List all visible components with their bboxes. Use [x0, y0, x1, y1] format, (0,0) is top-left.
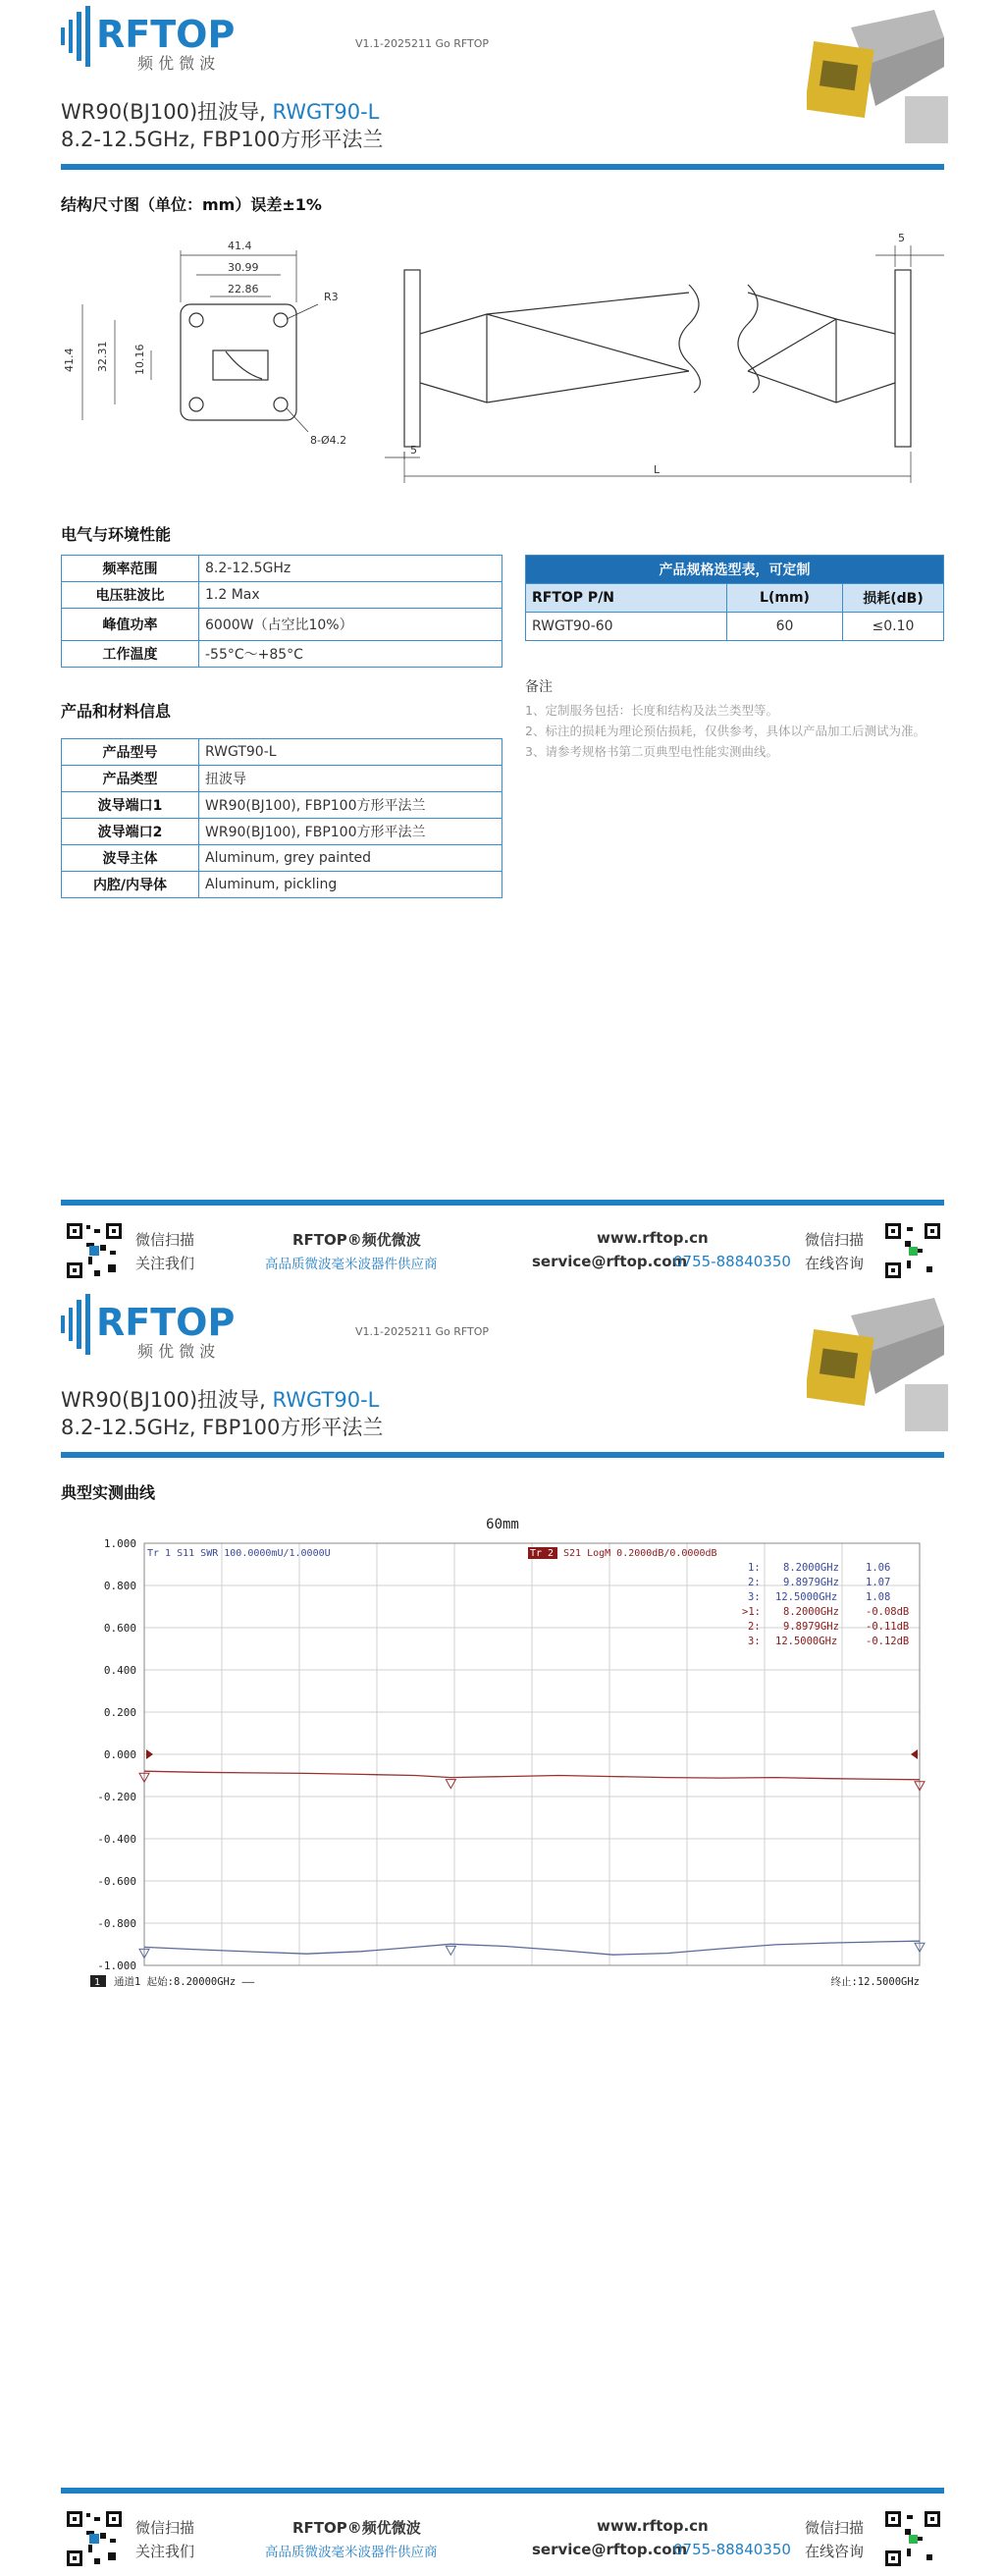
- spec-label: 工作温度: [62, 641, 199, 668]
- footer: [61, 2488, 944, 2576]
- dim-aperture-height: 10.16: [133, 344, 146, 375]
- notes: [525, 677, 947, 762]
- col-length: L(mm): [727, 584, 843, 613]
- qr-code-consult[interactable]: [883, 2509, 942, 2568]
- footer-email[interactable]: service@rftop.com: [532, 1253, 688, 1270]
- header-divider: [61, 164, 944, 170]
- spec-label: 频率范围: [62, 556, 199, 582]
- trace2-badge: Tr 2: [530, 1548, 555, 1559]
- footer-divider: [61, 1200, 944, 1206]
- dim-length: L: [654, 463, 661, 476]
- table-row: [62, 819, 502, 845]
- trace2-label: S21 LogM 0.2000dB/0.0000dB: [563, 1548, 717, 1559]
- sweep-start: 通道1 起始:8.20000GHz ——: [114, 1976, 255, 1988]
- electrical-table: [61, 555, 502, 668]
- table-row: [62, 556, 502, 582]
- table-row: [62, 582, 502, 609]
- footer-wechat-scan: 微信扫描: [135, 2519, 195, 2537]
- reference-arrow: [911, 1749, 918, 1759]
- marker-idx: >1:: [742, 1606, 761, 1618]
- footer-website[interactable]: www.rftop.cn: [597, 1229, 709, 1247]
- footer-slogan: 高品质微波毫米波器件供应商: [265, 2545, 438, 2560]
- y-tick-label: 0.000: [103, 1748, 136, 1761]
- marker-val: 1.08: [866, 1591, 891, 1603]
- table-row: [62, 739, 502, 766]
- trace1-label: Tr 1 S11 SWR 100.0000mU/1.0000U: [147, 1548, 331, 1559]
- info-label: 波导主体: [62, 845, 199, 872]
- qr-code-consult[interactable]: [883, 1221, 942, 1280]
- info-value: Aluminum, grey painted: [199, 845, 502, 872]
- info-label: 内腔/内导体: [62, 872, 199, 898]
- dim-flange-thickness-left: 5: [410, 444, 417, 456]
- marker-val: 1.07: [866, 1577, 891, 1588]
- marker-idx: 3:: [748, 1636, 761, 1647]
- y-tick-label: -1.000: [97, 1959, 136, 1972]
- marker-idx: 2:: [748, 1577, 761, 1588]
- marker-freq: 12.5000GHz: [775, 1591, 838, 1603]
- reference-arrow: [146, 1749, 153, 1759]
- dim-radius: R3: [324, 291, 339, 303]
- table-row: [62, 872, 502, 898]
- y-tick-label: -0.200: [97, 1791, 136, 1803]
- info-label: 波导端口1: [62, 792, 199, 819]
- measured-curve-chart: [61, 1512, 944, 2003]
- footer-wechat-scan-2: 微信扫描: [805, 1231, 865, 1249]
- dim-hole-diameter: 8-Ø4.2: [310, 434, 347, 447]
- info-value: 扭波导: [199, 766, 502, 792]
- footer-consult: 在线咨询: [805, 1255, 865, 1272]
- footer-wechat-scan-2: 微信扫描: [805, 2519, 865, 2537]
- cell-loss: ≤0.10: [843, 613, 944, 641]
- sweep-stop: 终止:12.5000GHz: [830, 1976, 920, 1988]
- material-section-title: 产品和材料信息: [61, 702, 172, 721]
- marker-val: -0.08dB: [866, 1606, 910, 1618]
- dim-hole-spacing: 30.99: [228, 261, 259, 274]
- chart-title: 60mm: [486, 1517, 519, 1532]
- qr-code-follow[interactable]: [65, 1221, 124, 1280]
- note-item: 2、标注的损耗为理论预估损耗，仅供参考，具体以产品加工后测试为准。: [525, 724, 926, 738]
- info-value: RWGT90-L: [199, 739, 502, 766]
- spec-value: -55°C～+85°C: [199, 641, 502, 668]
- marker-idx: 1:: [748, 1562, 761, 1574]
- footer-phone: 0755-88840350: [673, 1253, 791, 1270]
- svg-text:频 优 微 波: 频 优 微 波: [137, 1342, 216, 1361]
- footer-wechat-scan: 微信扫描: [135, 1231, 195, 1249]
- info-label: 波导端口2: [62, 819, 199, 845]
- info-value: Aluminum, pickling: [199, 872, 502, 898]
- dim-flange-thickness-right: 5: [898, 232, 905, 244]
- marker-val: -0.12dB: [866, 1636, 910, 1647]
- svg-text:RFTOP: RFTOP: [96, 13, 236, 56]
- version-label: V1.1-2025211 Go RFTOP: [355, 37, 490, 50]
- col-loss: 损耗(dB): [843, 584, 944, 613]
- y-tick-label: 0.200: [103, 1706, 136, 1719]
- product-title: WR90(BJ100)扭波导, RWGT90-L: [61, 1388, 380, 1412]
- info-label: 产品型号: [62, 739, 199, 766]
- spec-label: 峰值功率: [62, 609, 199, 641]
- spec-value: 6000W（占空比10%）: [199, 609, 502, 641]
- table-row: [526, 613, 944, 641]
- footer-follow-us: 关注我们: [135, 2543, 195, 2560]
- selection-table-title: 产品规格选型表，可定制: [526, 556, 944, 584]
- y-tick-label: 0.600: [103, 1622, 136, 1635]
- version-label: V1.1-2025211 Go RFTOP: [355, 1325, 490, 1338]
- info-value: WR90(BJ100), FBP100方形平法兰: [199, 819, 502, 845]
- product-subtitle: 8.2-12.5GHz, FBP100方形平法兰: [61, 128, 384, 151]
- marker-freq: 9.8979GHz: [783, 1621, 839, 1633]
- info-label: 产品类型: [62, 766, 199, 792]
- twist-waveguide-image: [807, 8, 954, 145]
- product-title: WR90(BJ100)扭波导, RWGT90-L: [61, 100, 380, 124]
- footer-brand: RFTOP®频优微波: [292, 2519, 421, 2537]
- header-divider: [61, 1452, 944, 1458]
- y-tick-label: -0.800: [97, 1917, 136, 1930]
- cell-length: 60: [727, 613, 843, 641]
- footer: [61, 1200, 944, 1288]
- note-item: 1、定制服务包括：长度和结构及法兰类型等。: [525, 703, 778, 718]
- y-tick-label: 0.400: [103, 1664, 136, 1677]
- table-row: [62, 641, 502, 668]
- spec-label: 电压驻波比: [62, 582, 199, 609]
- col-pn: RFTOP P/N: [526, 584, 727, 613]
- curve-section-title: 典型实测曲线: [61, 1483, 156, 1502]
- footer-divider: [61, 2488, 944, 2494]
- y-tick-label: 0.800: [103, 1580, 136, 1592]
- table-row: [62, 766, 502, 792]
- electrical-section-title: 电气与环境性能: [61, 525, 172, 544]
- rftop-logo: [61, 1292, 267, 1361]
- footer-email[interactable]: service@rftop.com: [532, 2541, 688, 2558]
- drawing-section-title: 结构尺寸图（单位：mm）误差±1%: [61, 195, 322, 214]
- y-tick-label: -0.600: [97, 1875, 136, 1888]
- spec-value: 1.2 Max: [199, 582, 502, 609]
- dim-aperture-width: 22.86: [228, 283, 259, 295]
- marker-freq: 8.2000GHz: [783, 1606, 839, 1618]
- footer-follow-us: 关注我们: [135, 1255, 195, 1272]
- channel-badge: 1: [94, 1977, 101, 1988]
- table-row: [62, 845, 502, 872]
- note-item: 3、请参考规格书第二页典型电性能实测曲线。: [525, 744, 778, 759]
- qr-code-follow[interactable]: [65, 2509, 124, 2568]
- material-table: [61, 738, 502, 898]
- footer-phone: 0755-88840350: [673, 2541, 791, 2558]
- cell-pn: RWGT90-60: [526, 613, 727, 641]
- footer-website[interactable]: www.rftop.cn: [597, 2517, 709, 2535]
- twist-waveguide-image: [807, 1296, 954, 1433]
- svg-text:频 优 微 波: 频 优 微 波: [137, 54, 216, 73]
- marker-val: -0.11dB: [866, 1621, 910, 1633]
- dim-height-outer: 41.4: [63, 348, 76, 372]
- rftop-logo: [61, 4, 267, 73]
- marker-idx: 3:: [748, 1591, 761, 1603]
- spec-value: 8.2-12.5GHz: [199, 556, 502, 582]
- selection-table: [525, 555, 944, 641]
- marker-freq: 8.2000GHz: [783, 1562, 839, 1574]
- svg-text:RFTOP: RFTOP: [96, 1301, 236, 1344]
- info-value: WR90(BJ100), FBP100方形平法兰: [199, 792, 502, 819]
- footer-slogan: 高品质微波毫米波器件供应商: [265, 1257, 438, 1272]
- dim-width-outer: 41.4: [228, 240, 252, 252]
- footer-brand: RFTOP®频优微波: [292, 1231, 421, 1249]
- marker-freq: 9.8979GHz: [783, 1577, 839, 1588]
- footer-consult: 在线咨询: [805, 2543, 865, 2560]
- notes-title: 备注: [525, 679, 553, 695]
- product-subtitle: 8.2-12.5GHz, FBP100方形平法兰: [61, 1416, 384, 1439]
- dim-hole-spacing-v: 32.31: [96, 341, 109, 372]
- marker-val: 1.06: [866, 1562, 891, 1574]
- marker-freq: 12.5000GHz: [775, 1636, 838, 1647]
- table-row: [62, 792, 502, 819]
- y-tick-label: -0.400: [97, 1833, 136, 1846]
- marker-idx: 2:: [748, 1621, 761, 1633]
- dimension-drawing: [61, 226, 944, 491]
- table-row: [62, 609, 502, 641]
- y-tick-label: 1.000: [103, 1537, 136, 1550]
